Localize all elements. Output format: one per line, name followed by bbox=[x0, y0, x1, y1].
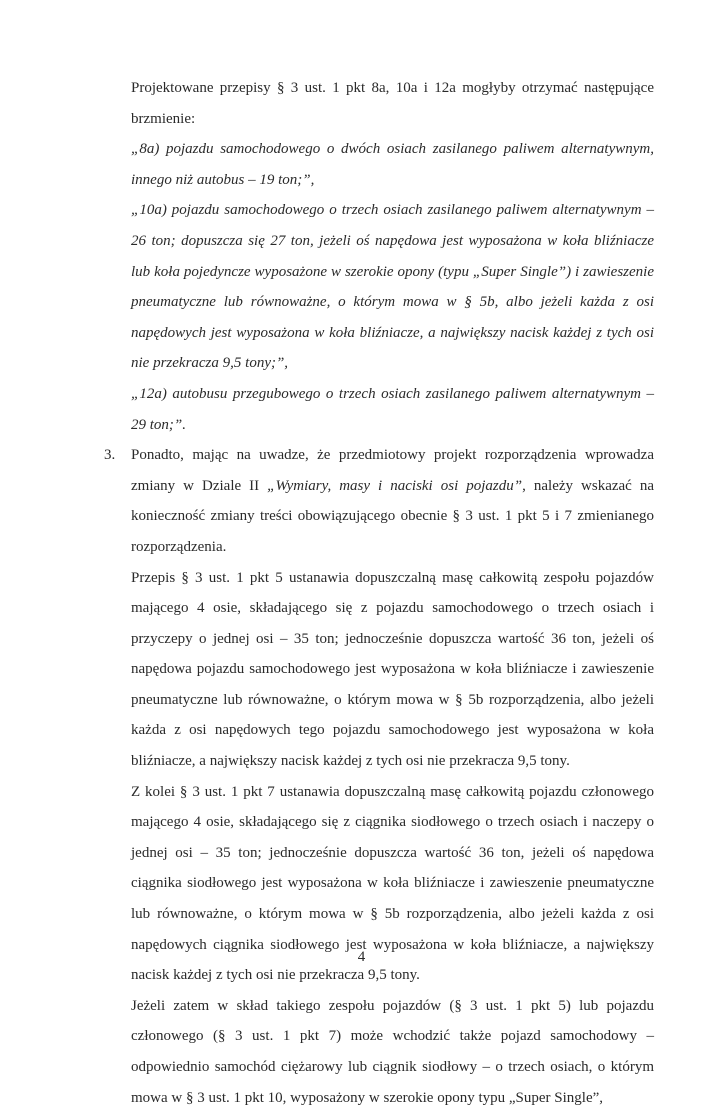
item-text-end: , należy wskazać na konieczność zmiany treści obowiązującego obecnie § 3 ust. 1 pkt 5 i 7 zmienianego rozporządzenia. bbox=[131, 477, 654, 555]
body-paragraph-pkt7: Z kolei § 3 ust. 1 pkt 7 ustanawia dopuszczalną masę całkowitą pojazdu członowego mającego 4 osie, składającego się z ciągnika siodłowego o trzech osiach i naczepy o jednej osi – 35 ton; jednocześnie dopuszcza wartość 36 ton, jeżeli oś napędowa ciągnika siodłowego jest wyposażona w koła bliźniacze i zawieszenie pneumatyczne lub równoważne, o którym mowa w § 5b rozporządzenia, albo jeżeli każda z osi napędowych ciągnika siodłowego jest wyposażona w koła bliźniacze, a największy nacisk każdej z tych osi nie przekracza 9,5 tony. bbox=[131, 783, 654, 984]
page-number: 4 bbox=[357, 949, 366, 965]
item-text-italic: „Wymiary, masy i naciski osi pojazdu” bbox=[267, 477, 523, 494]
quoted-provision-12a: „12a) autobusu przegubowego o trzech osiach zasilanego paliwem alternatywnym – 29 ton;”. bbox=[131, 385, 654, 433]
item-number: 3. bbox=[104, 447, 116, 464]
intro-paragraph: Projektowane przepisy § 3 ust. 1 pkt 8a, 10a i 12a mogłyby otrzymać następujące brzmienie: bbox=[131, 80, 654, 127]
quoted-provision-8a: „8a) pojazdu samochodowego o dwóch osiach zasilanego paliwem alternatywnym, innego niż autobus – 19 ton;”, bbox=[131, 141, 654, 188]
quoted-provision-10a: „10a) pojazdu samochodowego o trzech osiach zasilanego paliwem alternatywnym – 26 ton; dopuszcza się 27 ton, jeżeli oś napędowa jest wyposażona w koła bliźniacze lub koła pojedyncze wyposażone w szerokie opony (typu „Super Single”) i zawieszenie pneumatyczne lub równoważne, o którym mowa w § 5b, albo jeżeli każda z osi napędowych jest wyposażona w koła bliźniacze, a największy nacisk każdej z tych osi nie przekracza 9,5 tony;”, bbox=[131, 202, 654, 372]
body-paragraph-pkt5: Przepis § 3 ust. 1 pkt 5 ustanawia dopuszczalną masę całkowitą zespołu pojazdów mającego 4 osie, składającego się z pojazdu samochodowego o trzech osiach i przyczepy o jednej osi – 35 ton; jednocześnie dopuszcza wartość 36 ton, jeżeli oś napędowa pojazdu samochodowego jest wyposażona w koła bliźniacze i zawieszenie pneumatyczne lub równoważne, o którym mowa w § 5b rozporządzenia, albo jeżeli każda z osi napędowych tego pojazdu samochodowego jest wyposażona w koła bliźniacze, a największy nacisk każdej z tych osi nie przekracza 9,5 tony. bbox=[131, 569, 654, 770]
item-text-start: Ponadto, mając na uwadze, że przedmiotowy projekt rozporządzenia wprowadza zmiany w Dziale II bbox=[131, 447, 654, 494]
numbered-item-3 bbox=[104, 440, 654, 562]
body-paragraph-conclusion: Jeżeli zatem w skład takiego zespołu pojazdów (§ 3 ust. 1 pkt 5) lub pojazdu członowego (§ 3 ust. 1 pkt 7) może wchodzić także pojazd samochodowy – odpowiednio samochód ciężarowy lub ciągnik siodłowy – o trzech osiach, o którym mowa w § 3 ust. 1 pkt 10, wyposażony w szerokie opony typu „Super Single”, bbox=[131, 997, 654, 1106]
